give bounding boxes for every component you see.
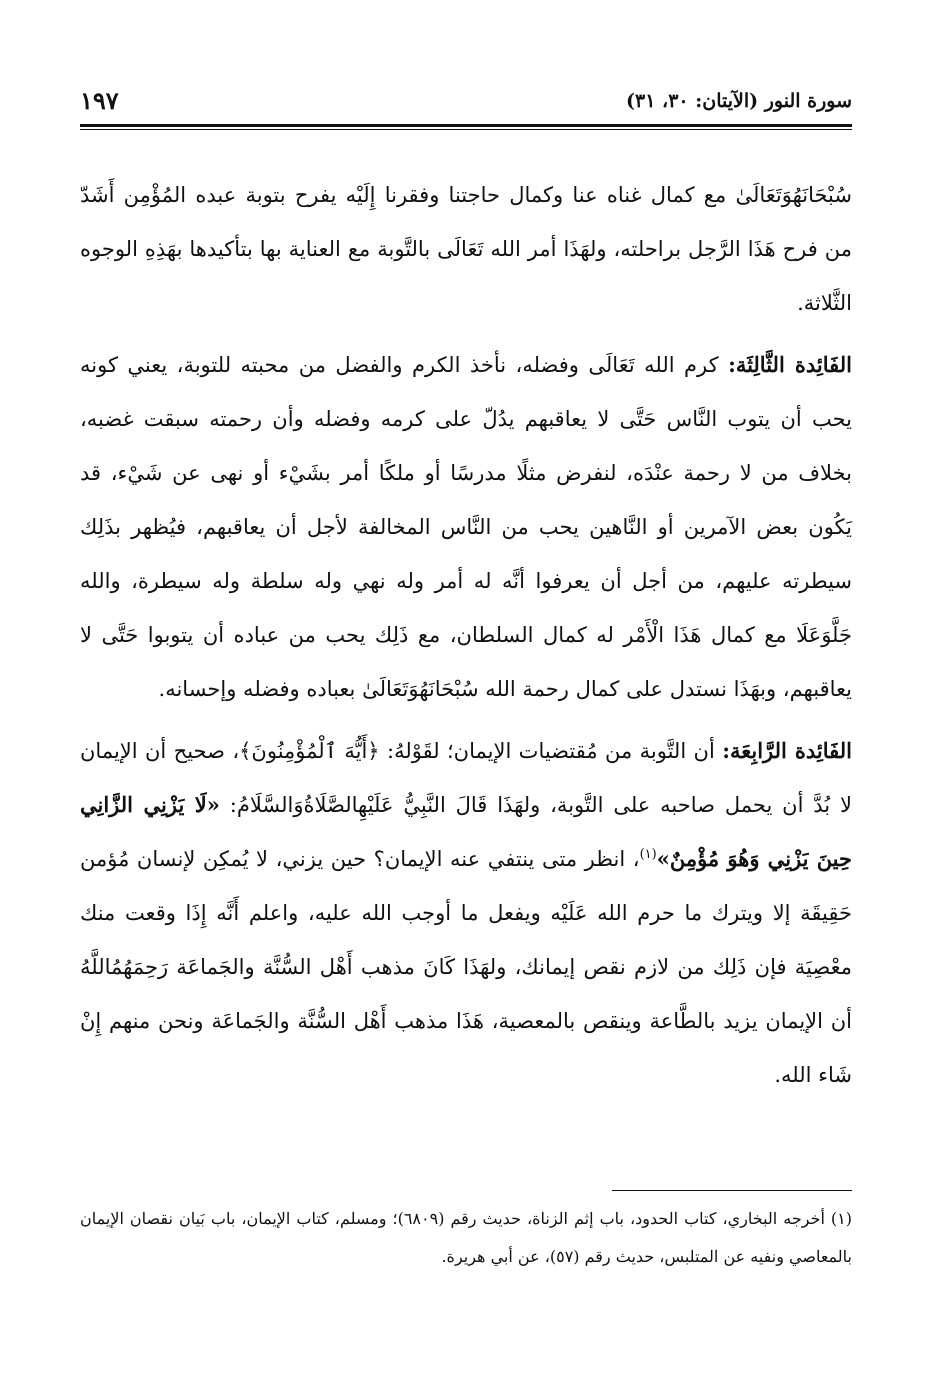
running-title: سورة النور (الآيتان: ٣٠، ٣١) [626,90,852,112]
paragraph-3-text-a: أن التَّوبة من مُقتضيات الإيمان؛ لقَوْلهُ: ﴿أَيُّهَ ٱلْمُؤْمِنُونَ﴾، صحيح أن الإيمان لا بُدَّ أن يحمل صاحبه على التَّوبة، ولهَذَا قَالَ النَّبِيُّ عَلَيْهِالصَّلَاةُوَالسَّلَامُ: [80,739,852,817]
footnote-marker[interactable]: (١) [639,847,657,862]
paragraph-2 [80,338,852,716]
benefit-heading-fourth: الفَائِدة الرَّابِعَة: [722,738,852,763]
paragraph-1: سُبْحَانَهُوَتَعَالَىٰ مع كمال غناه عنا وكمال حاجتنا وفقرنا إِلَيْه يفرح بتوبة عبده المُؤْمِن أَشَدّ من فرح هَذَا الرَّجل براحلته، ولهَذَا أمر الله تَعَالَى بالتَّوبة مع العناية بها بتأكيدها بهَذِهِ الوجوه الثَّلاثة. [80,183,852,315]
page-header [80,82,852,122]
paragraph-2-text: كرم الله تَعَالَى وفضله، نأخذ الكرم والفضل من محبته للتوبة، يعني كونه يحب أن يتوب النَّاس حَتَّى لا يعاقبهم يدُلّ على كرمه وفضله وأن رحمته سبقت غضبه، بخلاف من لا رحمة عنْدَه، لنفرض مثلًا مدرسًا أو ملكًا أمر بشَيْء أو نهى عن شَيْء، قد يَكُون بعض الآمرين أو النَّاهين يحب من النَّاس المخالفة لأجل أن يعاقبهم، فيُظهر بذَلِك سيطرته عليهم، من أجل أن يعرفوا أنَّه له أمر وله نهي وله سلطة وله سيطرة، والله جَلَّوَعَلَا مع كمال هَذَا الْأَمْر له كمال السلطان، مع ذَلِك يحب من عباده أن يتوبوا حَتَّى لا يعاقبهم، وبهَذَا نستدل على كمال رحمة الله سُبْحَانَهُوَتَعَالَىٰ بعباده وفضله وإحسانه. [80,353,852,701]
footnote: (١) أخرجه البخاري، كتاب الحدود، باب إثم الزناة، حديث رقم (٦٨٠٩)؛ ومسلم، كتاب الإيمان، باب بَيان نقصان الإيمان بالمعاصي ونفيه عن المتلبس، حديث رقم (٥٧)، عن أبي هريرة. [80,1209,853,1266]
page-number: ١٩٧ [80,86,119,115]
paragraph-3 [80,724,852,1102]
header-rule-thick [80,124,852,127]
main-text [80,168,852,1110]
footnote-separator [612,1190,852,1191]
hadith-quote: «لَا يَزْنِي الزَّانِي حِينَ يَزْنِي وَهُوَ مُؤْمِنٌ» [80,792,852,871]
paragraph-3-text-b: ، انظر متى ينتفي عنه الإيمان؟ حين يزني، لا يُمكِن لإنسان مُؤمن حَقِيقَة إلا ويترك ما حرم الله عَلَيْه ويفعل ما أوجب الله عليه، واعلم أَنَّه إِذَا وقعت منك معْصِيَة فإن ذَلِك من لازم نقص إيمانك، ولهَذَا كَانَ مذهب أَهْل السُّنَّة والجَماعَة رَحِمَهُمُاللَّهُ أن الإيمان يزيد بالطَّاعة وينقص بالمعصية، هَذَا مذهب أَهْل السُّنَّة والجَماعَة ونحن منهم إِنْ شَاء الله. [80,847,852,1087]
benefit-heading-third: الفَائِدة الثَّالِثَة: [728,352,852,377]
header-rule-thin [80,129,852,130]
